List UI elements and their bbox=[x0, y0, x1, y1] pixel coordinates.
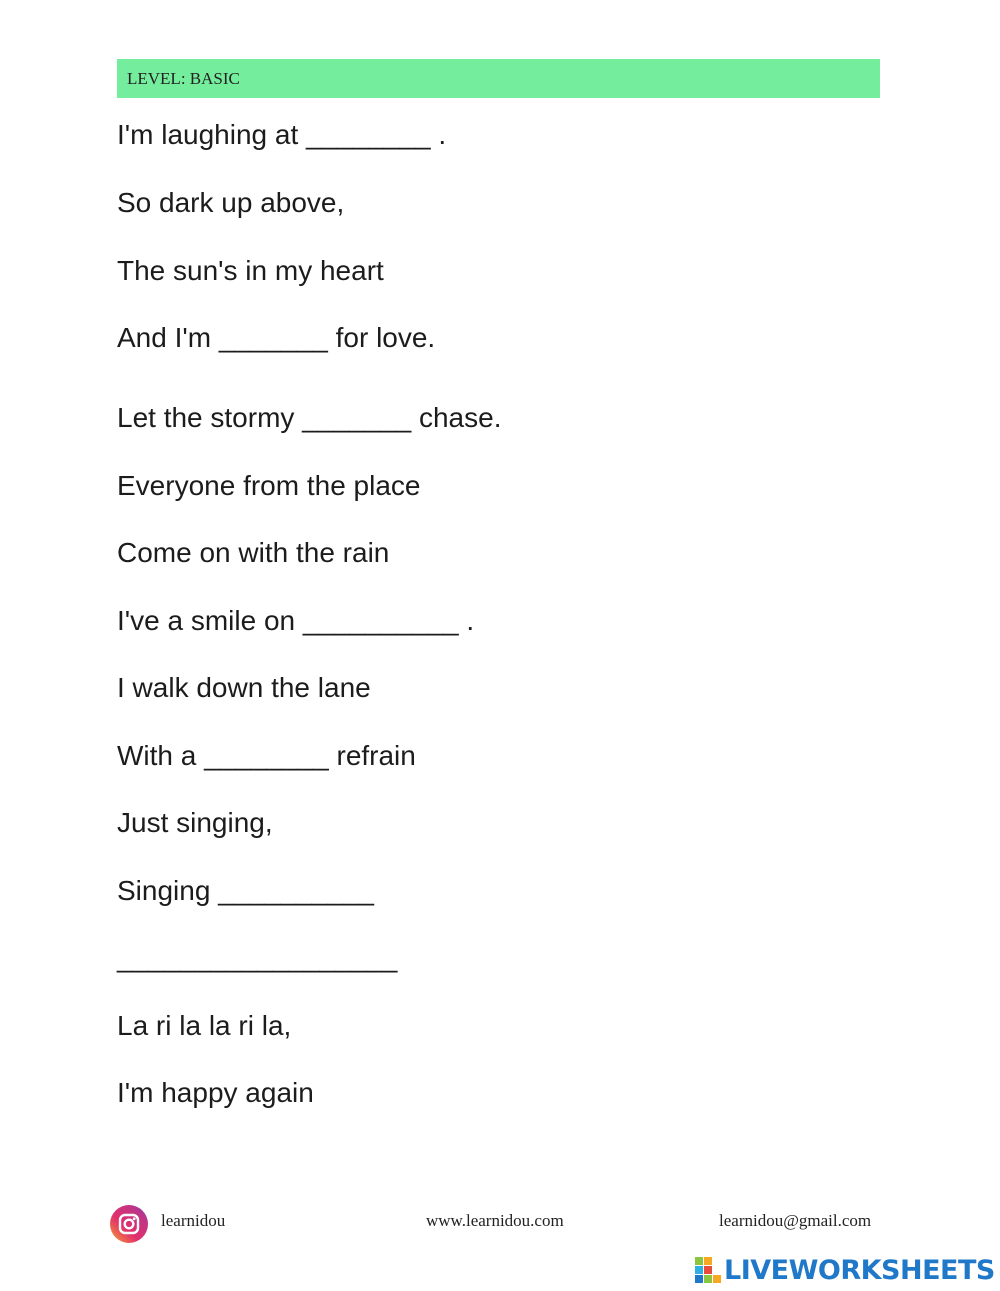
lyric-line-9: I walk down the lane bbox=[117, 672, 371, 703]
lyric-line-3: The sun's in my heart bbox=[117, 255, 384, 286]
instagram-icon bbox=[110, 1205, 148, 1243]
lyric-line-11: Just singing, bbox=[117, 807, 273, 838]
footer-email[interactable]: learnidou@gmail.com bbox=[719, 1211, 872, 1230]
lyric-line-15: I'm happy again bbox=[117, 1077, 314, 1108]
lyric-line-6: Everyone from the place bbox=[117, 470, 421, 501]
level-banner bbox=[117, 59, 880, 98]
footer-website[interactable]: www.learnidou.com bbox=[426, 1211, 564, 1230]
liveworksheets-wordmark: LIVEWORKSHEETS bbox=[724, 1254, 995, 1286]
liveworksheets-grid-icon bbox=[695, 1257, 721, 1283]
lyric-line-7: Come on with the rain bbox=[117, 537, 390, 568]
lyric-line-4: And I'm _______ for love. bbox=[117, 322, 436, 353]
lyric-line-5: Let the stormy _______ chase. bbox=[117, 402, 502, 433]
lyric-line-14: La ri la la ri la, bbox=[117, 1010, 292, 1041]
lyric-line-13: __________________ bbox=[117, 942, 398, 973]
level-label: LEVEL: BASIC bbox=[127, 69, 240, 88]
liveworksheets-logo bbox=[695, 1254, 995, 1286]
footer-handle: learnidou bbox=[161, 1211, 226, 1230]
lyric-line-8: I've a smile on __________ . bbox=[117, 605, 475, 636]
lyric-line-1: I'm laughing at ________ . bbox=[117, 119, 447, 150]
lyric-line-12: Singing __________ bbox=[117, 875, 374, 906]
lyric-line-2: So dark up above, bbox=[117, 187, 345, 218]
lyric-line-10: With a ________ refrain bbox=[117, 740, 416, 771]
